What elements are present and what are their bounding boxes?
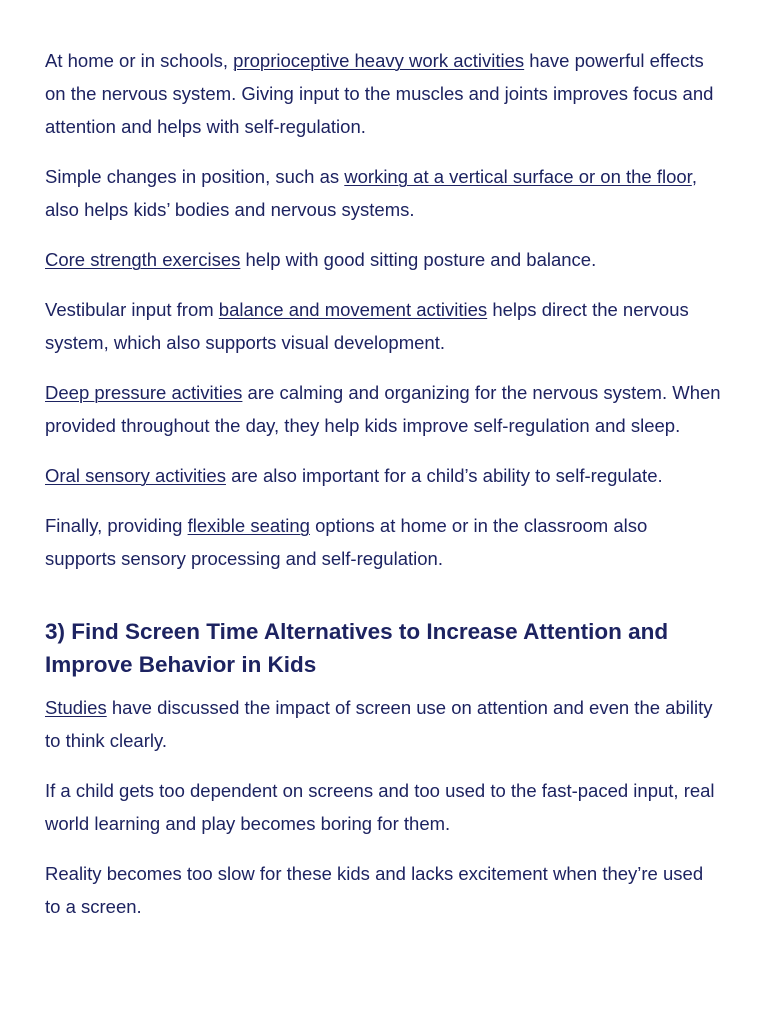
paragraph-text: have discussed the impact of screen use on attention and even the ability to think clearly. — [45, 697, 713, 751]
paragraph-text: help with good sitting posture and balance. — [240, 249, 597, 270]
link-proprioceptive-heavy-work[interactable]: proprioceptive heavy work activities — [233, 50, 525, 71]
paragraph-flexible-seating — [45, 509, 722, 575]
paragraph-text: have powerful effects on the nervous system. Giving input to the muscles and joints improves focus and attention and helps with self-regulation. — [45, 50, 714, 137]
paragraph-studies — [45, 691, 722, 757]
paragraph-deep-pressure — [45, 376, 722, 442]
link-core-strength-exercises[interactable]: Core strength exercises — [45, 249, 241, 270]
paragraph-screen-dependence: If a child gets too dependent on screens and too used to the fast-paced input, real world learning and play becomes boring for them. — [45, 780, 715, 834]
paragraph-vestibular — [45, 293, 722, 359]
paragraph-text: Vestibular input from — [45, 299, 219, 320]
paragraph-text: are also important for a child’s ability to self-regulate. — [225, 465, 663, 486]
paragraph-position-changes — [45, 160, 722, 226]
link-studies[interactable]: Studies — [45, 697, 107, 718]
paragraph-oral-sensory — [45, 459, 722, 492]
paragraph-reality-slow: Reality becomes too slow for these kids and lacks excitement when they’re used to a screen. — [45, 863, 704, 917]
paragraph-text: are calming and organizing for the nervous system. When provided throughout the day, they help kids improve self-regulation and sleep. — [45, 382, 721, 436]
paragraph-text: helps direct the nervous system, which also supports visual development. — [45, 299, 689, 353]
paragraph-text: options at home or in the classroom also supports sensory processing and self-regulation. — [45, 515, 648, 569]
link-balance-movement-activities[interactable]: balance and movement activities — [218, 299, 488, 320]
link-deep-pressure-activities[interactable]: Deep pressure activities — [45, 382, 243, 403]
paragraph-text: At home or in schools, — [45, 50, 234, 71]
paragraph-heavy-work — [45, 44, 722, 143]
section-heading-screen-time: 3) Find Screen Time Alternatives to Increase Attention and Improve Behavior in Kids — [45, 619, 669, 677]
paragraph-text: Simple changes in position, such as — [45, 166, 345, 187]
link-flexible-seating[interactable]: flexible seating — [187, 515, 310, 536]
paragraph-text: , also helps kids’ bodies and nervous systems. — [45, 166, 697, 220]
link-vertical-surface[interactable]: working at a vertical surface or on the floor — [344, 166, 692, 187]
link-oral-sensory-activities[interactable]: Oral sensory activities — [45, 465, 226, 486]
paragraph-core-strength — [45, 243, 722, 276]
paragraph-text: Finally, providing — [45, 515, 188, 536]
